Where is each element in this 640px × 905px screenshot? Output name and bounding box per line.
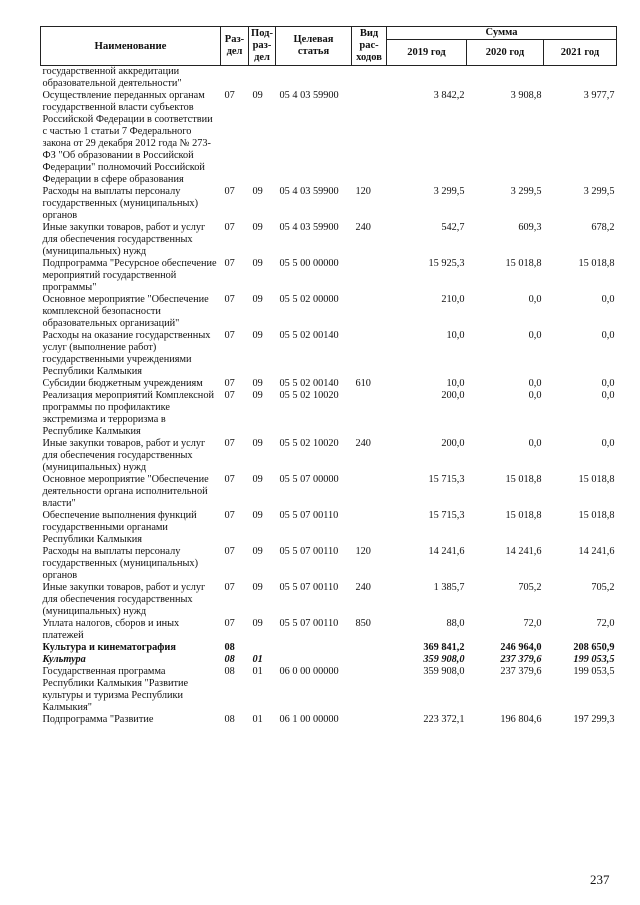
cell-statya: 05 5 02 00140 [279,330,339,341]
cell-2020: 609,3 [518,222,542,233]
cell-2019: 10,0 [446,378,465,389]
cell-vid: 120 [355,186,371,197]
cell-podrazdel: 09 [252,186,263,197]
cell-2021: 72,0 [596,618,615,629]
cell-2020: 14 241,6 [505,546,542,557]
cell-statya: 05 5 07 00110 [279,546,339,557]
cell-name: Культура [42,654,86,665]
cell-2021: 208 650,9 [573,642,615,653]
table-row [41,546,617,582]
cell-2021: 15 018,8 [578,510,615,521]
cell-razdel: 07 [224,510,235,521]
cell-razdel: 07 [224,582,235,593]
header-razdel: Раз- дел [221,27,249,66]
cell-statya: 05 4 03 59900 [279,186,339,197]
cell-vid [352,258,387,294]
cell-podrazdel: 09 [252,378,263,389]
cell-vid [352,714,387,726]
cell-razdel: 07 [224,90,235,101]
cell-2019: 3 299,5 [433,186,465,197]
cell-statya: 05 5 00 00000 [279,258,339,269]
cell-statya [276,642,352,654]
cell-statya: 05 5 02 10020 [279,438,339,449]
header-summa: Сумма [387,27,617,40]
cell-2019: 15 925,3 [428,258,465,269]
cell-name: Подпрограмма "Развитие [42,714,154,725]
cell-2021: 678,2 [591,222,615,233]
table-row [41,666,617,714]
cell-2020: 237 379,6 [500,666,542,677]
cell-2021: 0,0 [601,390,615,401]
cell-statya: 05 5 02 00000 [279,294,339,305]
table-row [41,714,617,726]
cell-2019: 1 385,7 [433,582,465,593]
cell-statya: 05 4 03 59900 [279,222,339,233]
cell-2020: 0,0 [528,294,542,305]
cell-podrazdel: 09 [252,510,263,521]
cell-vid [352,294,387,330]
cell-name: Субсидии бюджетным учреждениям [42,378,203,389]
cell-vid: 850 [355,618,371,629]
cell-2021: 705,2 [591,582,615,593]
cell-razdel [221,66,249,91]
cell-2019: 542,7 [441,222,465,233]
cell-name: Иные закупки товаров, работ и услуг для обеспечения государственных (муниципальных) нужд [42,222,206,257]
cell-2020: 15 018,8 [505,474,542,485]
cell-vid [352,66,387,91]
cell-2019: 359 908,0 [423,666,465,677]
table-header [41,27,617,66]
cell-podrazdel: 01 [252,654,263,665]
cell-razdel: 07 [224,438,235,449]
cell-2020: 237 379,6 [500,654,542,665]
header-statya: Целевая статья [276,27,352,66]
cell-vid [352,90,387,186]
cell-2020 [467,66,544,91]
cell-vid: 240 [355,222,371,233]
cell-2021: 0,0 [601,294,615,305]
cell-podrazdel: 09 [252,90,263,101]
cell-2020: 705,2 [518,582,542,593]
page-number: 237 [590,872,610,887]
cell-vid [352,390,387,438]
cell-razdel: 07 [224,186,235,197]
cell-podrazdel: 09 [252,390,263,401]
cell-statya: 05 5 02 00140 [279,378,339,389]
cell-statya: 06 1 00 00000 [279,714,339,725]
cell-2019: 15 715,3 [428,474,465,485]
cell-2019: 359 908,0 [423,654,465,665]
cell-podrazdel: 09 [252,474,263,485]
cell-razdel: 07 [224,618,235,629]
cell-2021: 0,0 [601,438,615,449]
table-row [41,258,617,294]
cell-name: Расходы на выплаты персоналу государственных (муниципальных) органов [42,546,199,581]
table-row [41,186,617,222]
header-podrazdel: Под- раз- дел [249,27,276,66]
cell-2021: 199 053,5 [573,666,615,677]
cell-podrazdel: 09 [252,438,263,449]
cell-statya: 05 4 03 59900 [279,90,339,101]
cell-statya: 06 0 00 00000 [279,666,339,677]
budget-table [40,26,617,726]
cell-statya: 05 5 07 00000 [279,474,339,485]
cell-podrazdel: 09 [252,546,263,557]
cell-vid: 610 [355,378,371,389]
cell-2020: 3 299,5 [510,186,542,197]
cell-razdel: 08 [224,654,235,665]
table-row [41,642,617,654]
cell-podrazdel: 09 [252,294,263,305]
cell-podrazdel: 01 [252,714,263,725]
budget-table-page [40,26,616,726]
cell-2019: 88,0 [446,618,465,629]
cell-2021: 0,0 [601,378,615,389]
cell-razdel: 07 [224,378,235,389]
cell-vid: 240 [355,582,371,593]
cell-vid: 120 [355,546,371,557]
cell-2019 [387,66,467,91]
table-row [41,294,617,330]
cell-2020: 15 018,8 [505,258,542,269]
cell-2021: 14 241,6 [578,546,615,557]
cell-podrazdel: 09 [252,222,263,233]
cell-podrazdel: 09 [252,330,263,341]
cell-name: Культура и кинематография [42,642,176,653]
cell-razdel: 07 [224,258,235,269]
cell-2021: 15 018,8 [578,474,615,485]
cell-name: Расходы на оказание государственных услуг (выполнение работ) государственными учреждениями Республики Калмыкия [42,330,211,377]
table-row [41,582,617,618]
cell-statya [276,66,352,91]
cell-2020: 3 908,8 [510,90,542,101]
header-year-2019: 2019 год [387,40,467,66]
cell-2019: 369 841,2 [423,642,465,653]
table-row [41,390,617,438]
cell-statya: 05 5 07 00110 [279,618,339,629]
cell-name: государственной аккредитации образовательной деятельности" [42,66,182,89]
cell-2019: 210,0 [441,294,465,305]
cell-vid [352,642,387,654]
cell-razdel: 08 [224,666,235,677]
cell-podrazdel: 09 [252,582,263,593]
cell-2020: 0,0 [528,438,542,449]
cell-name: Осуществление переданных органам государственной власти субъектов Российской Федерации в соответствии с частью 1 статьи 7 Федерального закона от 29 декабря 2012 года № 273-ФЗ "Об образовании в Российской Федерации" полномочий Российской Федерации в сфере образования [42,90,213,185]
header-vid: Вид рас- ходов [352,27,387,66]
table-row [41,510,617,546]
cell-vid [352,330,387,378]
cell-statya [276,654,352,666]
cell-2021: 197 299,3 [573,714,615,725]
cell-vid [352,654,387,666]
cell-2019: 3 842,2 [433,90,465,101]
cell-2020: 15 018,8 [505,510,542,521]
cell-podrazdel: 09 [252,258,263,269]
cell-razdel: 08 [224,714,235,725]
cell-razdel: 07 [224,474,235,485]
cell-podrazdel [249,66,276,91]
cell-statya: 05 5 02 10020 [279,390,339,401]
cell-vid [352,510,387,546]
cell-2019: 200,0 [441,438,465,449]
cell-name: Подпрограмма "Ресурсное обеспечение мероприятий государственной программы" [42,258,217,293]
cell-2019: 14 241,6 [428,546,465,557]
cell-name: Реализация мероприятий Комплексной программы по профилактике экстремизма и терроризма в Республике Калмыкия [42,390,214,437]
cell-2021: 3 977,7 [583,90,615,101]
cell-razdel: 07 [224,294,235,305]
cell-podrazdel: 09 [252,618,263,629]
table-row [41,618,617,642]
cell-2020: 0,0 [528,378,542,389]
table-row [41,438,617,474]
cell-2021 [544,66,617,91]
cell-2019: 10,0 [446,330,465,341]
cell-name: Основное мероприятие "Обеспечение комплексной безопасности образовательных организаций" [42,294,209,329]
header-year-2021: 2021 год [544,40,617,66]
cell-2020: 0,0 [528,390,542,401]
header-name: Наименование [41,27,221,66]
cell-2020: 72,0 [523,618,542,629]
cell-name: Государственная программа Республики Калмыкия "Развитие культуры и туризма Республики Калмыкия" [42,666,189,713]
table-body [41,66,617,727]
cell-2021: 0,0 [601,330,615,341]
table-row [41,90,617,186]
cell-razdel: 07 [224,546,235,557]
table-row [41,474,617,510]
cell-2021: 199 053,5 [573,654,615,665]
cell-name: Расходы на выплаты персоналу государственных (муниципальных) органов [42,186,199,221]
table-row [41,222,617,258]
cell-name: Иные закупки товаров, работ и услуг для обеспечения государственных (муниципальных) нужд [42,582,206,617]
cell-2021: 3 299,5 [583,186,615,197]
header-year-2020: 2020 год [467,40,544,66]
table-row [41,378,617,390]
cell-razdel: 08 [224,642,235,653]
cell-name: Обеспечение выполнения функций государственными органами Республики Калмыкия [42,510,197,545]
cell-2020: 246 964,0 [500,642,542,653]
cell-vid [352,666,387,714]
table-row [41,654,617,666]
cell-2021: 15 018,8 [578,258,615,269]
cell-name: Иные закупки товаров, работ и услуг для обеспечения государственных (муниципальных) нужд [42,438,206,473]
cell-razdel: 07 [224,222,235,233]
cell-razdel: 07 [224,390,235,401]
cell-razdel: 07 [224,330,235,341]
cell-name: Основное мероприятие "Обеспечение деятельности органа исполнительной власти" [42,474,209,509]
cell-vid: 240 [355,438,371,449]
cell-2020: 196 804,6 [500,714,542,725]
cell-name: Уплата налогов, сборов и иных платежей [42,618,180,641]
cell-statya: 05 5 07 00110 [279,582,339,593]
table-row [41,330,617,378]
cell-2020: 0,0 [528,330,542,341]
cell-2019: 223 372,1 [423,714,465,725]
cell-podrazdel [249,642,276,654]
cell-2019: 15 715,3 [428,510,465,521]
table-row [41,66,617,91]
cell-podrazdel: 01 [252,666,263,677]
cell-2019: 200,0 [441,390,465,401]
cell-vid [352,474,387,510]
cell-statya: 05 5 07 00110 [279,510,339,521]
